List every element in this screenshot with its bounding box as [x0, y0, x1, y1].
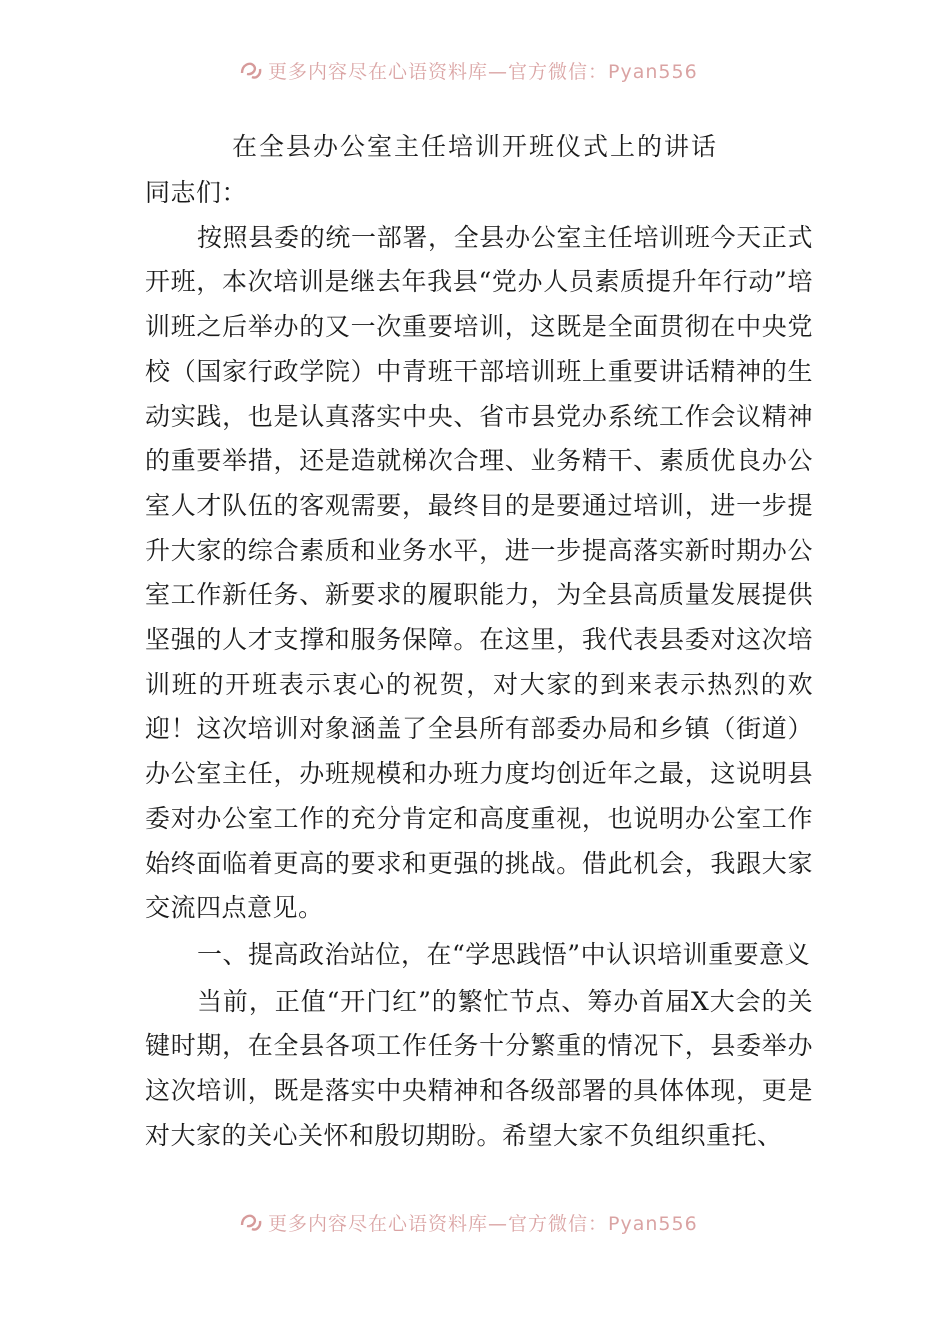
watermark-text: 更多内容尽在心语资料库—官方微信：Pyan556 [268, 60, 698, 83]
body-paragraph: 按照县委的统一部署，全县办公室主任培训班今天正式开班，本次培训是继去年我县“党办人员素质提升年行动”培训班之后举办的又一次重要培训，这既是全面贯彻在中央党校（国家行政学院）中青班干部培训班上重要讲话精神的生动实践，也是认真落实中央、省市县党办系统工作会议精神的重要举措，还是造就梯次合理、业务精干、素质优良办公室人才队伍的客观需要，最终目的是要通过培训，进一步提升大家的综合素质和业务水平，进一步提高落实新时期办公室工作新任务、新要求的履职能力，为全县高质量发展提供坚强的人才支撑和服务保障。在这里，我代表县委对这次培训班的开班表示衷心的祝贺，对大家的到来表示热烈的欢迎！这次培训对象涵盖了全县所有部委办局和乡镇（街道）办公室主任，办班规模和办班力度均创近年之最，这说明县委对办公室工作的充分肯定和高度重视，也说明办公室工作始终面临着更高的要求和更强的挑战。借此机会，我跟大家交流四点意见。 [145, 222, 813, 923]
watermark-footer [238, 1207, 698, 1237]
watermark-text: 更多内容尽在心语资料库—官方微信：Pyan556 [268, 1212, 698, 1235]
section-heading: 一、提高政治站位，在“学思践悟”中认识培训重要意义 [197, 939, 811, 969]
document-body [145, 171, 813, 1158]
salutation: 同志们： [145, 178, 248, 207]
watermark-logo-icon [238, 1209, 264, 1235]
watermark-header [238, 55, 698, 85]
body-paragraph: 当前，正值“开门红”的繁忙节点、筹办首届X大会的关键时期，在全县各项工作任务十分繁重的情况下，县委举办这次培训，既是落实中央精神和各级部署的具体体现，更是对大家的关心关怀和殷切期盼。希望大家不负组织重托、 [145, 986, 813, 1150]
watermark-logo-icon [238, 57, 264, 83]
document-title: 在全县办公室主任培训开班仪式上的讲话 [231, 132, 718, 161]
